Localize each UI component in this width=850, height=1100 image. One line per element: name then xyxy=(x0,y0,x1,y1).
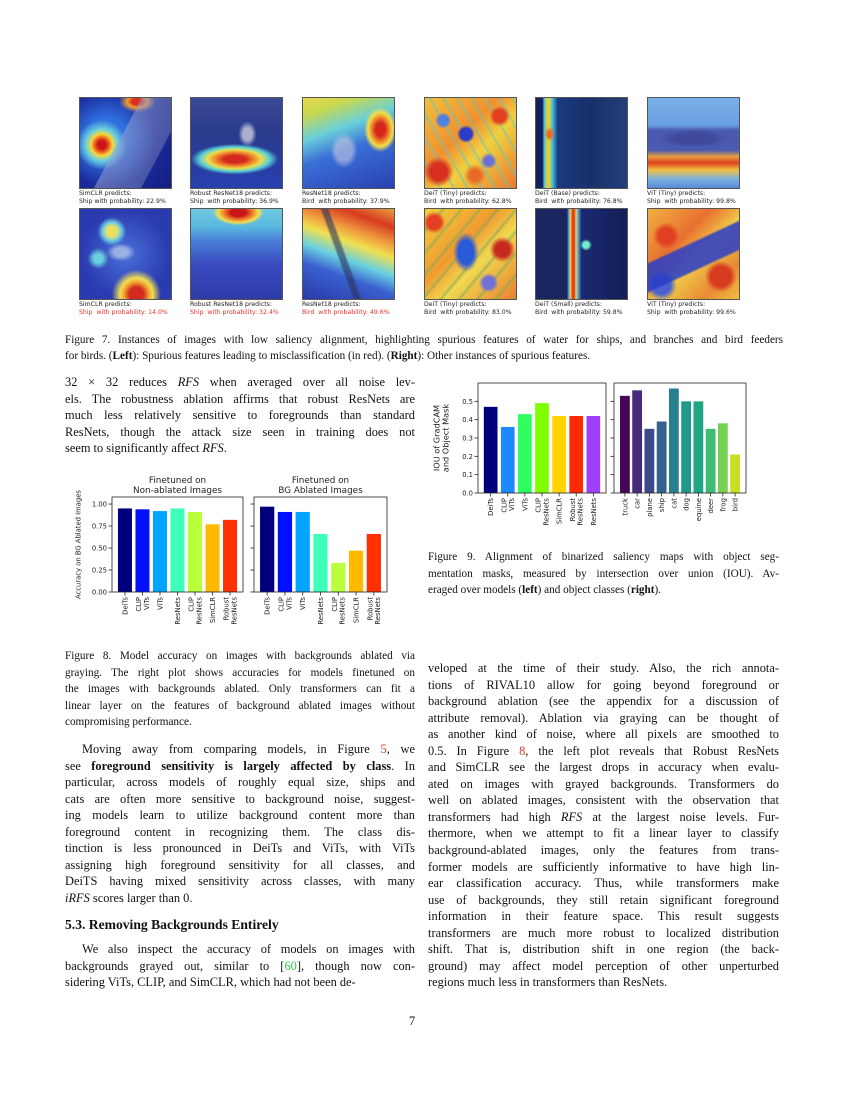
x-tick-label: dog xyxy=(682,498,691,511)
text-line: cats are often more sensitive to background noise, suggest- xyxy=(65,791,415,806)
text-line: DeiTS having mixed sensitivity across classes, with many xyxy=(65,874,415,889)
text-line: well on ablated images, consistent with the observation that xyxy=(428,793,779,808)
gradcam-heatmap-image xyxy=(647,97,740,189)
prediction-label: Bird with probability: 37.9% xyxy=(302,198,390,205)
bar xyxy=(367,534,381,592)
x-tick-label: frog xyxy=(719,498,728,512)
y-tick-label: 0.75 xyxy=(91,522,107,531)
text-line: thermore, when we attempt to fit a linear layer to classify xyxy=(428,826,779,841)
text-line: as another kind of noise, where all pixels are smoothed to xyxy=(428,727,779,742)
prediction-label: Ship with probability: 99.8% xyxy=(647,198,736,205)
x-tick-label: ResNets xyxy=(589,498,598,526)
y-axis-label: and Object Mask xyxy=(440,403,451,473)
saliency-tile xyxy=(302,208,395,317)
bar xyxy=(313,534,327,592)
math-italic: RFS xyxy=(177,375,200,389)
text-line: particular, across models of roughly equal size, ships and xyxy=(65,775,415,790)
bar xyxy=(620,396,630,493)
bar xyxy=(552,416,566,493)
x-tick-label: Robust xyxy=(568,498,577,522)
saliency-tile xyxy=(424,208,517,317)
bar xyxy=(569,416,583,493)
text-line: veloped at the time of their study. Also, the rich annota- xyxy=(428,661,779,675)
bold-text: Left xyxy=(112,350,133,362)
text-line: We also inspect the accuracy of models on images with xyxy=(82,942,415,956)
figure-8-left-chart xyxy=(60,470,260,645)
bar xyxy=(206,524,220,592)
prediction-label: Bird with probability: 59.8% xyxy=(535,309,623,316)
bar xyxy=(586,416,600,493)
y-axis-label: Accuracy on BG Ablated Images xyxy=(74,490,83,599)
x-tick-label: ResNets xyxy=(542,498,551,526)
tile-caption xyxy=(535,301,628,317)
saliency-tile xyxy=(302,97,395,206)
figure-9-right-chart xyxy=(605,375,755,535)
x-tick-label: SimCLR xyxy=(555,498,564,525)
x-tick-label: DeiTs xyxy=(263,597,272,615)
prediction-label: Bird with probability: 76.8% xyxy=(535,198,623,205)
text-line: shift. That is, distribution shift in one region (the back- xyxy=(428,942,779,957)
model-label: DeiT (Tiny) predicts: xyxy=(424,190,487,197)
model-label: Robust ResNet18 predicts: xyxy=(190,190,272,197)
figure-ref-link[interactable]: 5 xyxy=(380,742,387,756)
bold-text: Right xyxy=(390,350,418,362)
prediction-label: Ship with probability: 32.4% xyxy=(190,309,279,316)
bar xyxy=(657,422,667,494)
text-line: ing models learn to utilize background content more than xyxy=(65,808,415,823)
text-line: ear classification accuracy. Thus, while transformers make xyxy=(428,876,779,891)
saliency-tile xyxy=(190,97,283,206)
text-line: background-ablated images, only the features from trans- xyxy=(428,843,779,858)
x-tick-label: ResNets xyxy=(195,597,204,625)
saliency-tile xyxy=(79,97,172,206)
bar xyxy=(331,563,345,592)
x-tick-label: CLIP xyxy=(135,597,144,612)
bar xyxy=(223,520,237,592)
citation-link[interactable]: 60 xyxy=(284,958,297,973)
tile-caption xyxy=(302,301,395,317)
y-tick-label: 0.5 xyxy=(462,397,473,406)
x-tick-label: ViTs xyxy=(285,597,294,610)
text-line: iRFS scores larger than 0. xyxy=(65,890,193,905)
text-line: transformers are much more robust to localized distribution xyxy=(428,925,779,940)
model-label: ViT (Tiny) predicts: xyxy=(647,190,706,197)
figure-7-caption xyxy=(65,332,783,364)
bar xyxy=(170,508,184,592)
y-tick-label: 1.00 xyxy=(91,500,107,509)
paragraph xyxy=(65,374,415,457)
prediction-label: Bird with probability: 83.0% xyxy=(424,309,512,316)
gradcam-heatmap-image xyxy=(190,208,283,300)
figure-ref-link[interactable]: 8 xyxy=(519,743,526,758)
tile-caption xyxy=(79,190,172,206)
plot-area xyxy=(75,476,244,625)
text-line: Figure 9. Alignment of binarized saliency maps with object seg- xyxy=(428,551,779,563)
text-line: much less relatively sensitive to foregrounds than standard xyxy=(65,408,415,423)
text-line: for birds. (Left): Spurious features leading to misclassification (in red). (Right): Other instances of spurious features. xyxy=(65,350,591,362)
figure-8-caption xyxy=(65,648,415,731)
y-axis-label: IOU of GradCAM xyxy=(431,404,442,472)
bar xyxy=(693,401,703,493)
x-tick-label: ViTs xyxy=(299,597,308,610)
text-line: foreground content in recognizing them. The class dis- xyxy=(65,824,415,839)
x-tick-label: ViTs xyxy=(156,597,165,610)
gradcam-heatmap-image xyxy=(535,97,628,189)
x-tick-label: ViTs xyxy=(521,498,530,511)
x-tick-label: ViTs xyxy=(508,498,517,511)
x-tick-label: Robust xyxy=(366,597,375,621)
text-line: seem to significantly affect RFS. xyxy=(65,441,227,456)
text-line: information in their feature space. This result suggests xyxy=(428,909,779,924)
section-heading: 5.3. Removing Backgrounds Entirely xyxy=(65,917,279,932)
x-tick-label: SimCLR xyxy=(352,597,361,624)
bar xyxy=(535,403,549,493)
tile-caption xyxy=(424,301,517,317)
text-line: ground) may affect model perception of other unperturbed xyxy=(428,958,779,973)
x-tick-label: Robust xyxy=(222,597,231,621)
tile-caption xyxy=(647,190,740,206)
x-tick-label: ResNets xyxy=(338,597,347,625)
x-tick-label: equine xyxy=(694,498,703,522)
page-number: 7 xyxy=(409,1014,416,1028)
gradcam-heatmap-image xyxy=(424,97,517,189)
model-label: SimCLR predicts: xyxy=(79,301,132,308)
tile-caption xyxy=(535,190,628,206)
gradcam-heatmap-image xyxy=(535,208,628,300)
saliency-tile xyxy=(190,208,283,317)
plot-area xyxy=(611,383,747,521)
x-tick-label: ResNets xyxy=(576,498,585,526)
x-tick-label: CLIP xyxy=(534,498,543,513)
model-label: ResNet18 predicts: xyxy=(302,190,361,197)
x-tick-label: CLIP xyxy=(500,498,509,513)
math-italic: RFS xyxy=(560,809,583,824)
text-line: Figure 7. Instances of images with low saliency alignment, highlighting spurious features of water for ships, and branches and bird feeders xyxy=(65,334,783,346)
paragraph xyxy=(428,660,779,991)
text-line: assigning high foreground sensitivity for all classes, and xyxy=(65,857,415,872)
saliency-tile xyxy=(647,208,740,317)
bar xyxy=(118,508,132,592)
bar xyxy=(188,512,202,592)
y-tick-label: 0.3 xyxy=(462,434,473,443)
text-line: backgrounds grayed out, similar to [60], though now con- xyxy=(65,958,416,973)
text-line: 0.5. In Figure 8, the left plot reveals that Robust ResNets xyxy=(428,743,779,758)
tile-caption xyxy=(424,190,517,206)
model-label: DeiT (Small) predicts: xyxy=(535,301,602,308)
bar xyxy=(632,390,642,493)
paragraph xyxy=(65,941,415,991)
x-tick-label: ResNets xyxy=(316,597,325,625)
bar xyxy=(706,429,716,493)
tile-caption xyxy=(647,301,740,317)
text-line: tions of RIVAL10 allow for going beyond foreground or xyxy=(428,677,779,692)
x-tick-label: ResNets xyxy=(173,597,182,625)
chart-title: Finetuned on xyxy=(148,475,207,486)
gradcam-heatmap-image xyxy=(647,208,740,300)
text-line: Figure 8. Model accuracy on images with backgrounds ablated via xyxy=(65,650,415,662)
plot-area xyxy=(251,476,388,625)
math-italic: iRFS xyxy=(65,890,90,905)
bar xyxy=(260,507,274,592)
model-label: DeiT (Tiny) predicts: xyxy=(424,301,487,308)
y-tick-label: 0.0 xyxy=(462,489,473,498)
prediction-label: Ship with probability: 99.6% xyxy=(647,309,736,316)
y-tick-label: 0.1 xyxy=(462,471,473,480)
x-tick-label: truck xyxy=(621,498,630,516)
saliency-tile xyxy=(535,208,628,317)
text-line: regions much less in transformers than ResNets. xyxy=(428,975,668,990)
text-line: compromising performance. xyxy=(65,716,192,728)
prediction-label: Bird with probability: 49.6% xyxy=(302,309,390,316)
text-line: see foreground sensitivity is largely affected by class. In xyxy=(65,758,415,773)
bar xyxy=(518,414,532,493)
bold-text: left xyxy=(522,584,538,596)
x-tick-label: CLIP xyxy=(277,597,286,612)
text-line: and SimCLR see the largest drops in accuracy when evalu- xyxy=(428,760,779,775)
saliency-tile xyxy=(79,208,172,317)
x-tick-label: cat xyxy=(670,498,679,509)
figure-8-right-chart xyxy=(245,470,405,645)
bar xyxy=(718,423,728,493)
model-label: SimCLR predicts: xyxy=(79,190,132,197)
bar xyxy=(349,551,363,592)
prediction-label: Ship with probability: 22.9% xyxy=(79,198,166,205)
bar xyxy=(296,512,310,592)
chart-title: Non-ablated Images xyxy=(133,486,222,496)
prediction-label: Bird with probability: 62.8% xyxy=(424,198,512,205)
bar xyxy=(278,512,292,592)
text-line: sidering ViTs, CLIP, and SimCLR, which had not been de- xyxy=(65,975,356,990)
y-tick-label: 0.2 xyxy=(462,452,473,461)
gradcam-heatmap-image xyxy=(79,208,172,300)
figure-9-left-chart xyxy=(430,375,610,535)
text-line: background ablation (see the appendix for a discussion of xyxy=(428,694,779,709)
text-line: tinction is less pronounced in DeiTs and ViTs, with ViTs xyxy=(65,841,415,856)
text-line: the images with backgrounds ablated. Only transformers can fit a xyxy=(65,683,415,695)
gradcam-heatmap-image xyxy=(424,208,517,300)
x-tick-label: SimCLR xyxy=(208,597,217,624)
text-line: ated on images with grayed backgrounds. Transformers do xyxy=(428,776,779,791)
x-tick-label: deer xyxy=(707,498,716,514)
text-line: eraged over models (left) and object classes (right). xyxy=(428,584,662,596)
bar xyxy=(681,401,691,493)
gradcam-heatmap-image xyxy=(79,97,172,189)
bold-text: right xyxy=(630,584,655,596)
tile-caption xyxy=(302,190,395,206)
y-tick-label: 0.00 xyxy=(91,588,107,597)
x-tick-label: ViTs xyxy=(142,597,151,610)
chart-title: Finetuned on xyxy=(291,475,350,486)
prediction-label: Ship with probability: 14.0% xyxy=(79,309,168,316)
x-tick-label: plane xyxy=(645,498,654,517)
chart-title: BG Ablated Images xyxy=(278,486,363,496)
x-tick-label: ship xyxy=(658,498,667,513)
saliency-tile xyxy=(535,97,628,206)
gradcam-heatmap-image xyxy=(190,97,283,189)
tile-caption xyxy=(190,190,283,206)
text-line: attribute removal). Ablation via graying can be thought of xyxy=(428,710,779,725)
x-tick-label: ResNets xyxy=(374,597,383,625)
bar xyxy=(730,455,740,494)
bar xyxy=(135,509,149,592)
y-tick-label: 0.50 xyxy=(91,544,107,553)
x-tick-label: DeiTs xyxy=(121,597,130,615)
x-tick-label: DeiTs xyxy=(487,498,496,516)
bar xyxy=(153,511,167,592)
bar xyxy=(484,407,498,493)
tile-caption xyxy=(190,301,283,317)
math-italic: RFS xyxy=(202,441,224,456)
model-label: ViT (Tiny) predicts: xyxy=(647,301,706,308)
text-line: former models are sufficiently informative to have high lin- xyxy=(428,859,779,874)
model-label: Robust ResNet18 predicts: xyxy=(190,301,272,308)
y-tick-label: 0.4 xyxy=(462,416,473,425)
gradcam-heatmap-image xyxy=(302,97,395,189)
x-tick-label: car xyxy=(633,498,642,509)
prediction-label: Ship with probability: 36.9% xyxy=(190,198,279,205)
model-label: DeiT (Base) predicts: xyxy=(535,190,600,197)
text-line: use of backgrounds, they still retain significant foreground xyxy=(428,892,779,907)
saliency-tile xyxy=(424,97,517,206)
text-line: ResNets, though the attack size seen in training does not xyxy=(65,424,415,439)
paragraph xyxy=(65,741,415,906)
text-line: mentation masks, measured by intersection over union (IOU). Av- xyxy=(428,567,779,580)
figure-9-caption xyxy=(428,549,779,599)
x-tick-label: CLIP xyxy=(187,597,196,612)
plot-area xyxy=(431,383,606,526)
text-line: linear layer on the features of background ablated images without xyxy=(65,699,415,712)
text-line: els. The robustness ablation affirms that robust ResNets are xyxy=(65,391,415,406)
bar xyxy=(644,429,654,493)
text-line: Moving away from comparing models, in Figure 5, we xyxy=(82,742,415,756)
text-line: graying. The right plot shows accuracies for models finetuned on xyxy=(65,666,415,679)
text-line: 32 × 32 reduces RFS when averaged over all noise lev- xyxy=(65,375,415,389)
bar xyxy=(669,389,679,494)
x-tick-label: bird xyxy=(731,498,740,512)
model-label: ResNet18 predicts: xyxy=(302,301,361,308)
x-tick-label: CLIP xyxy=(330,597,339,612)
text-line: transformers had high RFS at the largest noise levels. Fur- xyxy=(428,809,779,824)
tile-caption xyxy=(79,301,172,317)
y-tick-label: 0.25 xyxy=(91,566,107,575)
gradcam-heatmap-image xyxy=(302,208,395,300)
bold-text: foreground sensitivity is largely affected by class xyxy=(91,758,392,773)
bar xyxy=(501,427,515,493)
x-tick-label: ResNets xyxy=(230,597,239,625)
saliency-tile xyxy=(647,97,740,206)
